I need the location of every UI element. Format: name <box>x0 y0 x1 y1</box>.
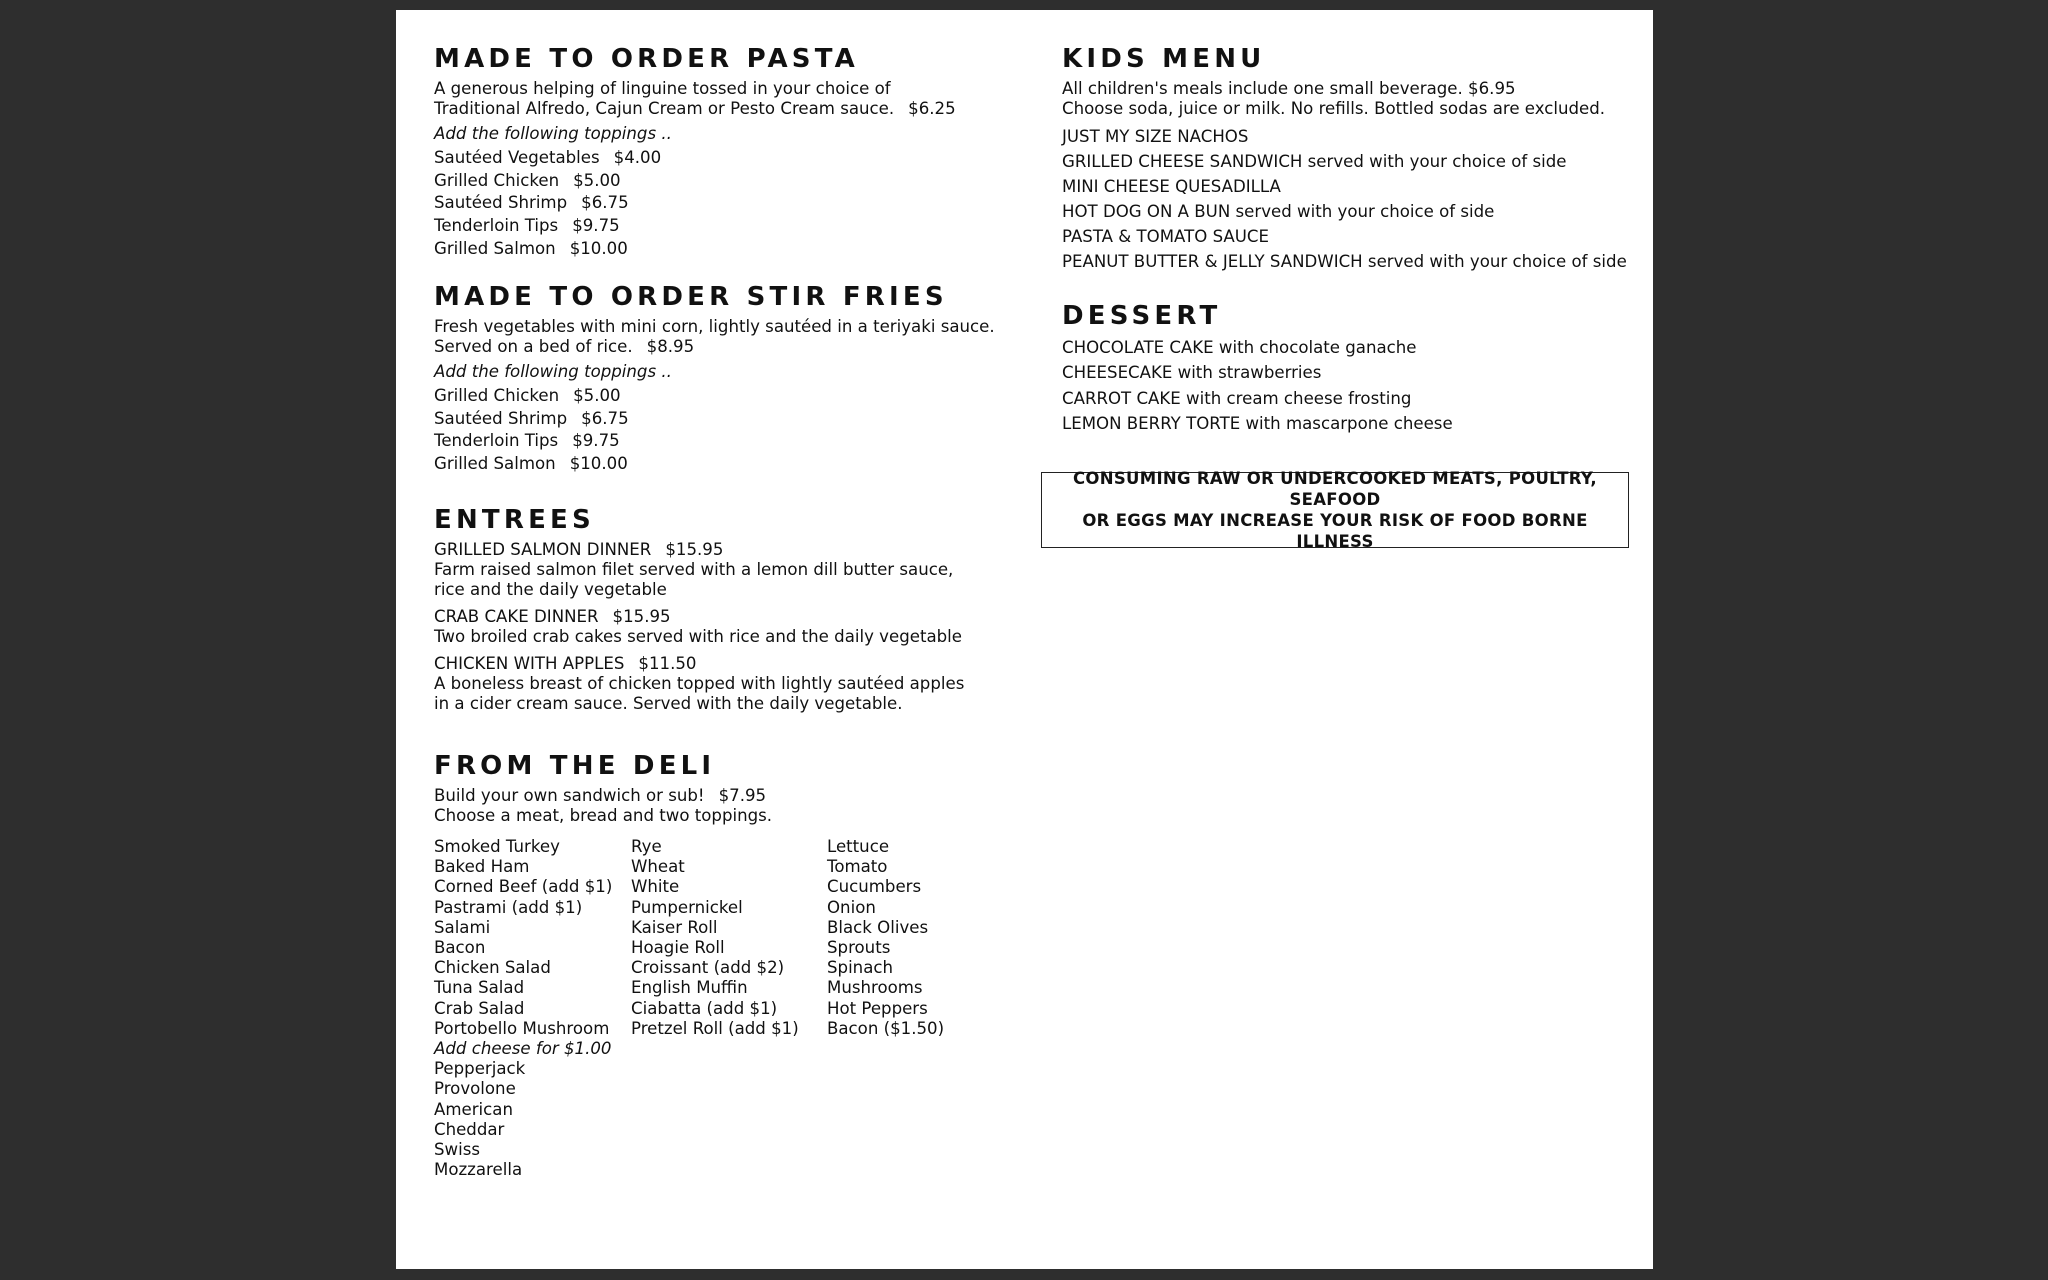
list-item: Sautéed Vegetables $4.00 <box>434 148 662 167</box>
list-item: Lettuce <box>827 837 890 856</box>
list-item: Black Olives <box>827 917 929 937</box>
stirfry-section <box>434 283 995 476</box>
list-item: Corned Beef (add $1) <box>434 877 613 897</box>
list-item: Sautéed Shrimp $6.75 <box>434 408 629 428</box>
warning-line1: CONSUMING RAW OR UNDERCOOKED MEATS, POULTRY, SEAFOOD <box>1073 469 1597 509</box>
dessert-title: DESSERT <box>1062 301 1222 331</box>
list-item: Smoked Turkey <box>434 837 560 856</box>
list-item: PEANUT BUTTER & JELLY SANDWICH served with your choice of side <box>1062 252 1627 271</box>
entree-desc: Two broiled crab cakes served with rice and the daily vegetable <box>434 627 962 646</box>
list-item: Hot Peppers <box>827 998 928 1018</box>
list-item: CHEESECAKE with strawberries <box>1062 363 1322 383</box>
deli-cheese-list <box>434 1039 611 1180</box>
list-item: Wheat <box>631 857 685 877</box>
list-item: Tomato <box>827 857 888 877</box>
deli-breads-list <box>631 837 799 1039</box>
deli-desc-line1: Build your own sandwich or sub! <box>434 786 705 805</box>
list-item: Provolone <box>434 1079 516 1099</box>
list-item: Rye <box>631 837 662 856</box>
pasta-description <box>434 79 956 119</box>
list-item: English Muffin <box>631 978 748 998</box>
entree-price: $15.95 <box>665 540 724 559</box>
kids-description <box>1062 79 1627 119</box>
list-item: Grilled Salmon $10.00 <box>434 454 628 474</box>
kids-items-list <box>1062 124 1627 274</box>
entree-item <box>434 654 964 714</box>
list-item: Kaiser Roll <box>631 917 718 937</box>
list-item: JUST MY SIZE NACHOS <box>1062 127 1249 146</box>
list-item: Onion <box>827 897 876 917</box>
list-item: Grilled Chicken $5.00 <box>434 170 621 190</box>
list-item: Pretzel Roll (add $1) <box>631 1018 799 1038</box>
kids-desc-line1: All children's meals include one small beverage. $6.95 <box>1062 79 1516 98</box>
list-item: LEMON BERRY TORTE with mascarpone cheese <box>1062 413 1453 433</box>
entree-item <box>434 540 964 600</box>
list-item: CARROT CAKE with cream cheese frosting <box>1062 388 1412 408</box>
entree-item <box>434 607 964 647</box>
entree-name: CRAB CAKE DINNER <box>434 607 599 626</box>
list-item: Tuna Salad <box>434 978 525 998</box>
entrees-section <box>434 506 964 714</box>
list-item: Pastrami (add $1) <box>434 897 583 917</box>
pasta-toppings-list <box>434 147 956 261</box>
list-item: Sautéed Shrimp $6.75 <box>434 193 629 213</box>
stirfry-desc-line2: Served on a bed of rice. <box>434 337 633 356</box>
stirfry-toppings-list <box>434 385 995 476</box>
list-item: Pepperjack <box>434 1059 526 1079</box>
pasta-desc-line1: A generous helping of linguine tossed in your choice of <box>434 79 891 98</box>
deli-section <box>434 752 994 1222</box>
list-item: Tenderloin Tips $9.75 <box>434 216 620 236</box>
pasta-desc-line2: Traditional Alfredo, Cajun Cream or Pesto Cream sauce. <box>434 99 895 118</box>
list-item: GRILLED CHEESE SANDWICH served with your choice of side <box>1062 152 1567 171</box>
list-item: Cucumbers <box>827 877 922 897</box>
deli-description <box>434 786 994 826</box>
entree-price: $11.50 <box>638 654 697 673</box>
kids-title: KIDS MENU <box>1062 44 1266 74</box>
entree-desc: in a cider cream sauce. Served with the daily vegetable. <box>434 694 903 713</box>
entree-price: $15.95 <box>612 607 671 626</box>
stirfry-price: $8.95 <box>646 337 695 356</box>
list-item: Sprouts <box>827 938 891 958</box>
list-item: Swiss <box>434 1140 481 1160</box>
deli-toppings-list <box>827 837 944 1039</box>
stirfry-description <box>434 317 995 357</box>
list-item: Chicken Salad <box>434 958 551 978</box>
entrees-title: ENTREES <box>434 505 595 535</box>
list-item: Baked Ham <box>434 857 530 877</box>
list-item: Tenderloin Tips $9.75 <box>434 431 620 451</box>
list-item: American <box>434 1099 513 1119</box>
list-item: PASTA & TOMATO SAUCE <box>1062 227 1269 246</box>
entree-desc: A boneless breast of chicken topped with lightly sautéed apples <box>434 674 965 693</box>
stirfry-toppings-intro: Add the following toppings .. <box>434 362 672 381</box>
stirfry-title: MADE TO ORDER STIR FRIES <box>434 282 948 312</box>
kids-desc-line2: Choose soda, juice or milk. No refills. Bottled sodas are excluded. <box>1062 99 1606 118</box>
list-item: Ciabatta (add $1) <box>631 998 778 1018</box>
entree-name: GRILLED SALMON DINNER <box>434 540 652 559</box>
dessert-section <box>1062 302 1453 436</box>
entree-name: CHICKEN WITH APPLES <box>434 654 625 673</box>
list-item: Grilled Salmon $10.00 <box>434 238 628 258</box>
list-item: HOT DOG ON A BUN served with your choice of side <box>1062 202 1495 221</box>
list-item: MINI CHEESE QUESADILLA <box>1062 177 1281 196</box>
list-item: CHOCOLATE CAKE with chocolate ganache <box>1062 338 1417 357</box>
list-item: Mozzarella <box>434 1160 523 1180</box>
deli-title: FROM THE DELI <box>434 751 716 781</box>
list-item: Hoagie Roll <box>631 938 725 958</box>
list-item: Pumpernickel <box>631 897 743 917</box>
deli-price: $7.95 <box>718 786 767 805</box>
menu-page <box>396 10 1653 1269</box>
list-item: Grilled Chicken $5.00 <box>434 386 621 405</box>
list-item: Spinach <box>827 958 894 978</box>
list-item: Cheddar <box>434 1119 505 1139</box>
list-item: Portobello Mushroom <box>434 1018 610 1038</box>
entree-desc: Farm raised salmon filet served with a lemon dill butter sauce, <box>434 560 954 579</box>
list-item: Bacon <box>434 938 486 958</box>
entree-desc: rice and the daily vegetable <box>434 580 667 599</box>
list-item: Salami <box>434 917 491 937</box>
list-item: Croissant (add $2) <box>631 958 785 978</box>
cheese-intro: Add cheese for $1.00 <box>434 1039 612 1058</box>
kids-section <box>1062 45 1627 274</box>
warning-line2: OR EGGS MAY INCREASE YOUR RISK OF FOOD BORNE ILLNESS <box>1082 511 1588 551</box>
deli-desc-line2: Choose a meat, bread and two toppings. <box>434 806 773 825</box>
stirfry-desc-line1: Fresh vegetables with mini corn, lightly sautéed in a teriyaki sauce. <box>434 317 995 336</box>
dessert-items-list <box>1062 335 1453 436</box>
pasta-toppings-intro: Add the following toppings .. <box>434 124 672 143</box>
deli-meats-list <box>434 837 612 1039</box>
list-item: Mushrooms <box>827 978 923 998</box>
list-item: Crab Salad <box>434 998 525 1018</box>
pasta-section <box>434 45 956 261</box>
pasta-price: $6.25 <box>908 99 956 118</box>
list-item: White <box>631 877 680 897</box>
food-safety-warning <box>1041 469 1629 551</box>
list-item: Bacon ($1.50) <box>827 1018 945 1038</box>
pasta-title: MADE TO ORDER PASTA <box>434 44 859 74</box>
